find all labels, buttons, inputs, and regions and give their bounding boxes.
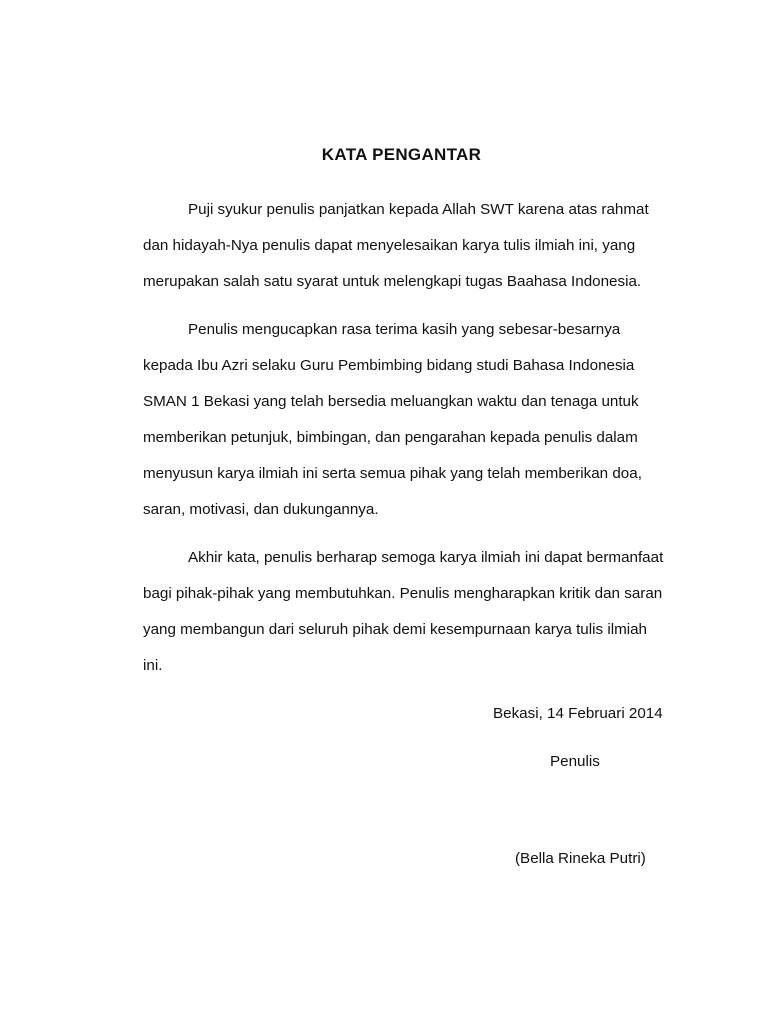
paragraph-2-line-1: Penulis mengucapkan rasa terima kasih yang sebesar-besarnya <box>188 321 621 338</box>
paragraph-1-line-3: merupakan salah satu syarat untuk melengkapi tugas Baahasa Indonesia. <box>143 273 642 290</box>
paragraph-3-line-3: yang membangun dari seluruh pihak demi kesempurnaan karya tulis ilmiah <box>143 621 647 638</box>
page-title: KATA PENGANTAR <box>321 145 482 164</box>
signature-place-date: Bekasi, 14 Februari 2014 <box>493 705 663 722</box>
signature-name: (Bella Rineka Putri) <box>515 850 646 867</box>
signature-role: Penulis <box>550 753 600 770</box>
paragraph-2-line-6: saran, motivasi, dan dukungannya. <box>143 501 379 518</box>
paragraph-3-line-4: ini. <box>143 657 163 674</box>
paragraph-1-line-1: Puji syukur penulis panjatkan kepada Allah SWT karena atas rahmat <box>188 201 649 218</box>
paragraph-3-line-2: bagi pihak-pihak yang membutuhkan. Penulis mengharapkan kritik dan saran <box>143 585 663 602</box>
paragraph-2-line-2: kepada Ibu Azri selaku Guru Pembimbing bidang studi Bahasa Indonesia <box>143 357 635 374</box>
paragraph-3-line-1: Akhir kata, penulis berharap semoga karya ilmiah ini dapat bermanfaat <box>188 549 664 566</box>
paragraph-2-line-5: menyusun karya ilmiah ini serta semua pihak yang telah memberikan doa, <box>143 465 642 482</box>
paragraph-2-line-3: SMAN 1 Bekasi yang telah bersedia meluangkan waktu dan tenaga untuk <box>143 393 639 410</box>
paragraph-1-line-2: dan hidayah-Nya penulis dapat menyelesaikan karya tulis ilmiah ini, yang <box>143 237 636 254</box>
paragraph-2-line-4: memberikan petunjuk, bimbingan, dan pengarahan kepada penulis dalam <box>143 429 638 446</box>
